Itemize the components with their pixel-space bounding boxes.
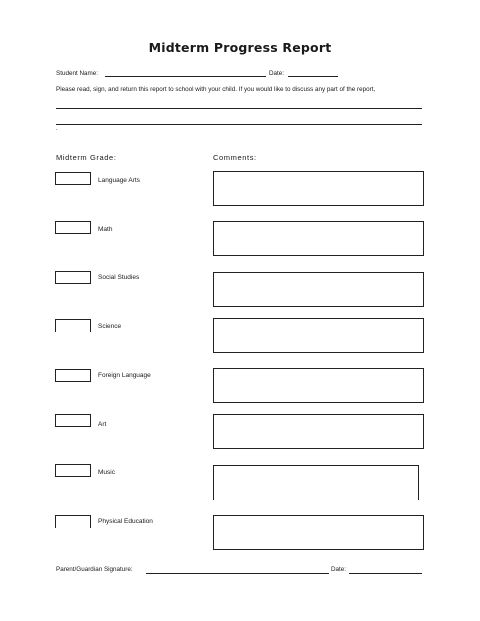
grade-box-science[interactable] [55, 319, 91, 332]
grade-box-art[interactable] [55, 414, 91, 427]
signature-label: Parent/Guardian Signature: [56, 566, 133, 573]
grade-box-math[interactable] [55, 221, 91, 234]
comment-box-science[interactable] [213, 318, 424, 353]
comment-box-art[interactable] [213, 414, 424, 449]
discussion-line-2[interactable] [56, 124, 422, 125]
comment-box-physical-education[interactable] [213, 515, 424, 550]
subject-label-math: Math [98, 226, 113, 233]
comment-box-music[interactable] [213, 465, 419, 500]
comment-box-math[interactable] [213, 221, 424, 256]
comment-box-language-arts[interactable] [213, 171, 424, 206]
student-name-label: Student Name: [56, 70, 99, 77]
signature-field[interactable] [146, 573, 329, 574]
student-name-field[interactable] [105, 76, 266, 77]
signature-date-label: Date: [331, 566, 347, 573]
subject-label-language-arts: Language Arts [98, 177, 140, 184]
comment-box-social-studies[interactable] [213, 272, 424, 307]
grade-box-foreign-language[interactable] [55, 369, 91, 382]
date-field[interactable] [288, 76, 338, 77]
subject-label-music: Music [98, 469, 115, 476]
grade-box-physical-education[interactable] [55, 515, 91, 528]
midterm-grade-header: Midterm Grade: [56, 153, 117, 162]
grade-box-music[interactable] [55, 464, 91, 477]
trailing-mark: . [56, 126, 58, 132]
date-label: Date: [269, 70, 285, 77]
grade-box-language-arts[interactable] [55, 172, 91, 185]
subject-label-foreign-language: Foreign Language [98, 372, 151, 379]
subject-label-science: Science [98, 323, 122, 330]
subject-label-art: Art [98, 421, 107, 428]
comments-header: Comments: [213, 153, 257, 162]
page-title: Midterm Progress Report [148, 40, 332, 55]
instructions-text: Please read, sign, and return this report to school with your child. If you would like to discuss any part of the report, [56, 86, 376, 93]
discussion-line-1[interactable] [56, 108, 422, 109]
comment-box-foreign-language[interactable] [213, 368, 424, 403]
signature-date-field[interactable] [349, 573, 422, 574]
subject-label-physical-education: Physical Education [98, 518, 153, 525]
grade-box-social-studies[interactable] [55, 271, 91, 284]
subject-label-social-studies: Social Studies [98, 274, 140, 281]
